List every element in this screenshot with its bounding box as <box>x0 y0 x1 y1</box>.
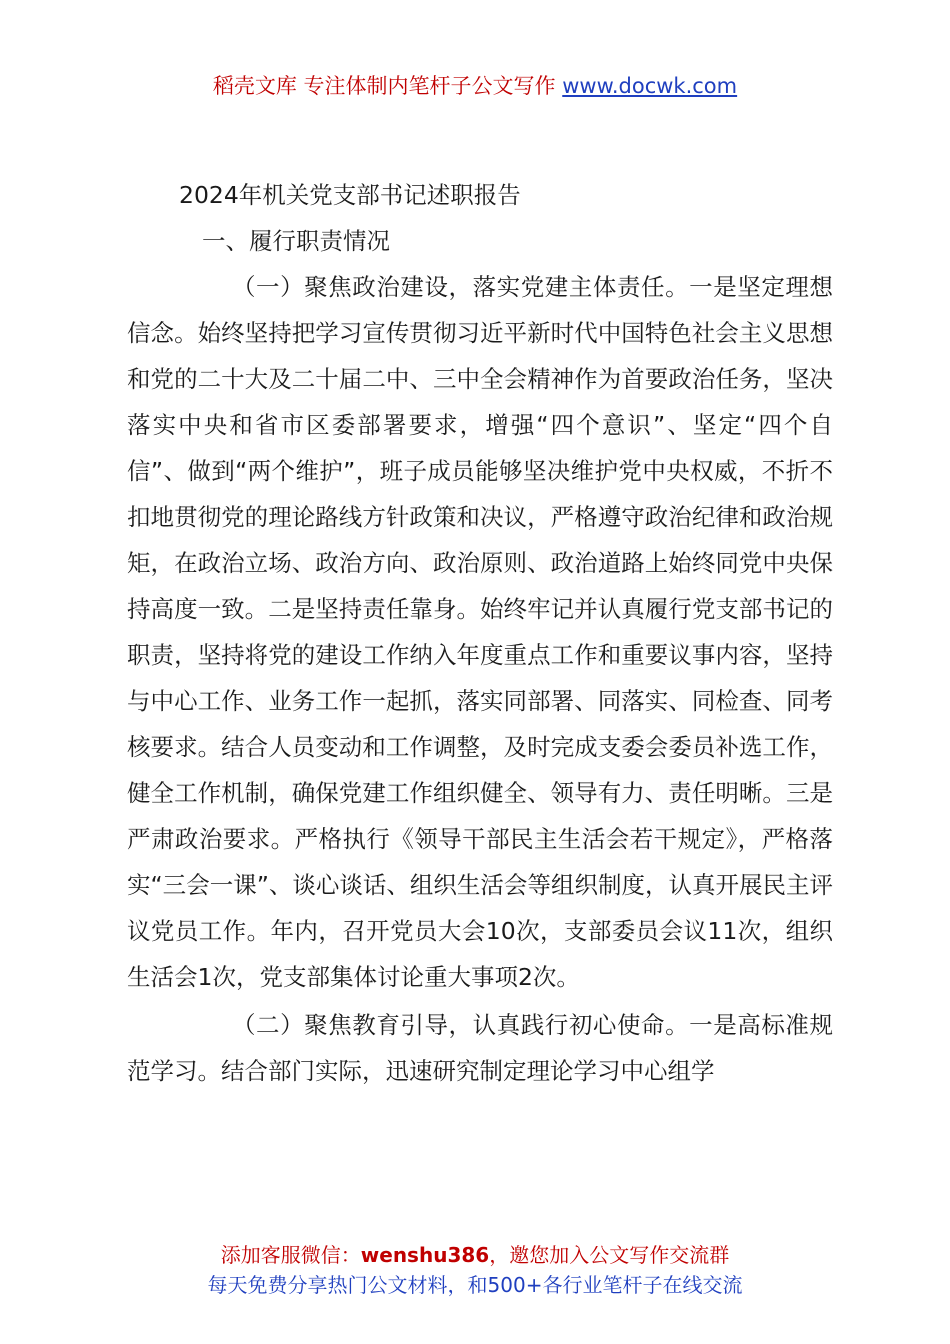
footer-prefix: 添加客服微信： <box>220 1243 361 1267</box>
footer-contact-line <box>0 1240 950 1270</box>
footer-promo-line: 每天免费分享热门公文材料，和500+各行业笔杆子在线交流 <box>207 1273 743 1297</box>
paragraph: （二）聚焦教育引导，认真践行初心使命。一是高标准规范学习。结合部门实际，迅速研究制定理论学习中心组学 <box>127 1011 833 1085</box>
paragraph: （一）聚焦政治建设，落实党建主体责任。一是坚定理想信念。始终坚持把学习宣传贯彻习近平新时代中国特色社会主义思想和党的二十大及二十届二中、三中全会精神作为首要政治任务，坚决落实中央和省市区委部署要求，增强“四个意识”、坚定“四个自信”、做到“两个维护”，班子成员能够坚决维护党中央权威，不折不扣地贯彻党的理论路线方针政策和决议，严格遵守政治纪律和政治规矩，在政治立场、政治方向、政治原则、政治道路上始终同党中央保持高度一致。二是坚持责任靠身。始终牢记并认真履行党支部书记的职责，坚持将党的建设工作纳入年度重点工作和重要议事内容，坚持与中心工作、业务工作一起抓，落实同部署、同落实、同检查、同考核要求。结合人员变动和工作调整，及时完成支委会委员补选工作，健全工作机制，确保党建工作组织健全、领导有力、责任明晰。三是严肃政治要求。严格执行《领导干部民主生活会若干规定》，严格落实“三会一课”、谈心谈话、组织生活会等组织制度，认真开展民主评议党员工作。年内，召开党员大会10次，支部委员会议11次，组织生活会1次，党支部集体讨论重大事项2次。 <box>127 273 833 991</box>
document-title: 2024年机关党支部书记述职报告 <box>179 181 521 209</box>
site-link[interactable]: www.docwk.com <box>562 74 738 98</box>
footer-suffix: ，邀您加入公文写作交流群 <box>489 1243 730 1267</box>
wechat-id: wenshu386 <box>360 1243 490 1267</box>
section-heading: 一、履行职责情况 <box>202 227 390 255</box>
brand-slogan: 稻壳文库 专注体制内笔杆子公文写作 <box>212 74 556 98</box>
footer-banner <box>0 1240 950 1300</box>
document-body <box>127 172 833 1094</box>
header-banner <box>0 70 950 100</box>
